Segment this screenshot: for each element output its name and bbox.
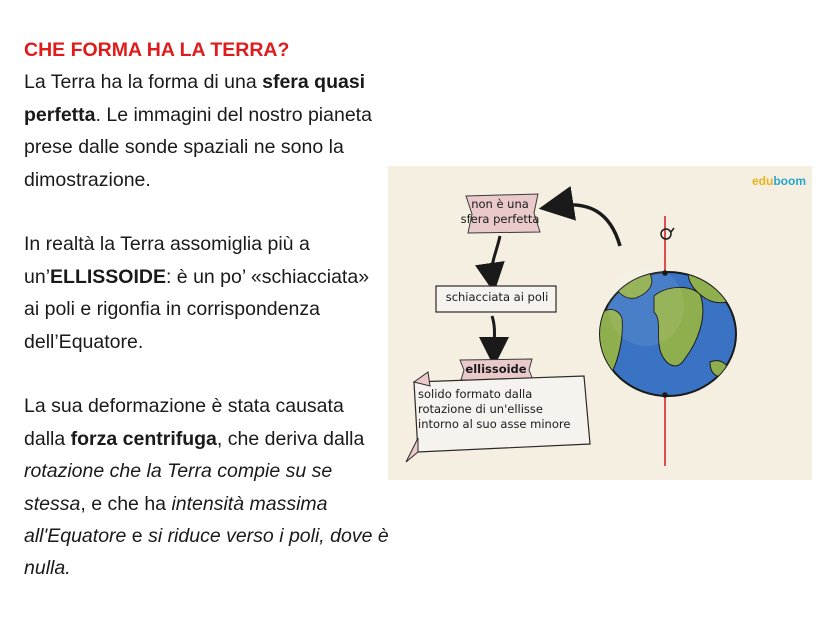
heading [24,34,389,66]
label-schiacciata: schiacciata ai poli [445,290,549,304]
bold-forza-centrifuga: forza centrifuga [70,427,217,450]
bold-ellissoide: ELLISSOIDE [50,265,166,288]
north-pole-dot [662,270,668,276]
text-column [24,34,389,585]
text-run: . Le immagini del nostro pianeta prese dalle sonde spaziali ne sono la dimostrazione. [24,103,372,191]
arrow-down-1 [492,236,500,278]
diagram-graphics [388,166,812,480]
label-line: rotazione di un'ellisse [418,402,543,416]
south-pole-dot [662,392,668,398]
arrow-globe-to-banner [556,205,620,246]
card-curl-bottom [406,438,418,462]
italic-si-riduce: si riduce verso i poli, dove è nulla. [24,525,389,580]
spacer [24,358,389,390]
text-run: La Terra ha la forma di una [24,71,263,94]
rotation-icon [661,229,671,239]
label-non-sfera [460,197,540,227]
page-title: CHE FORMA HA LA TERRA? [24,39,290,61]
label-line: non è una [471,197,529,211]
arrow-down-2 [492,316,495,352]
text-run: In realtà la Terra assomiglia più a un’ [24,233,310,288]
logo-boom: boom [773,174,806,188]
text-run: , che deriva dalla [216,427,365,450]
text-run: , e che ha [80,492,172,515]
logo-edu: edu [751,174,774,188]
bold-sfera-quasi-perfetta: sfera quasi perfetta [24,71,366,126]
label-definition [418,387,583,432]
italic-rotazione: rotazione che la Terra compie su se stessa [24,460,333,515]
text-run: La sua deformazione è stata causata dalla [24,395,344,450]
label-line: intorno al suo asse minore [418,417,571,431]
label-ellissoide: ellissoide [465,362,527,376]
italic-intensita-massima: intensità massima all'Equatore [24,492,328,548]
paragraph-centrifugal [24,390,389,584]
text-run: e [126,525,149,548]
label-line: sfera perfetta [460,212,540,226]
paragraph-sphere [24,66,389,196]
paragraph-ellipsoid [24,228,389,358]
spacer [24,196,389,228]
earth-illustration [388,166,812,480]
text-run: : è un po’ «schiacciata» ai poli e rigonfia in corrispondenza dell’Equatore. [24,265,370,353]
label-line: solido formato dalla [418,387,533,401]
